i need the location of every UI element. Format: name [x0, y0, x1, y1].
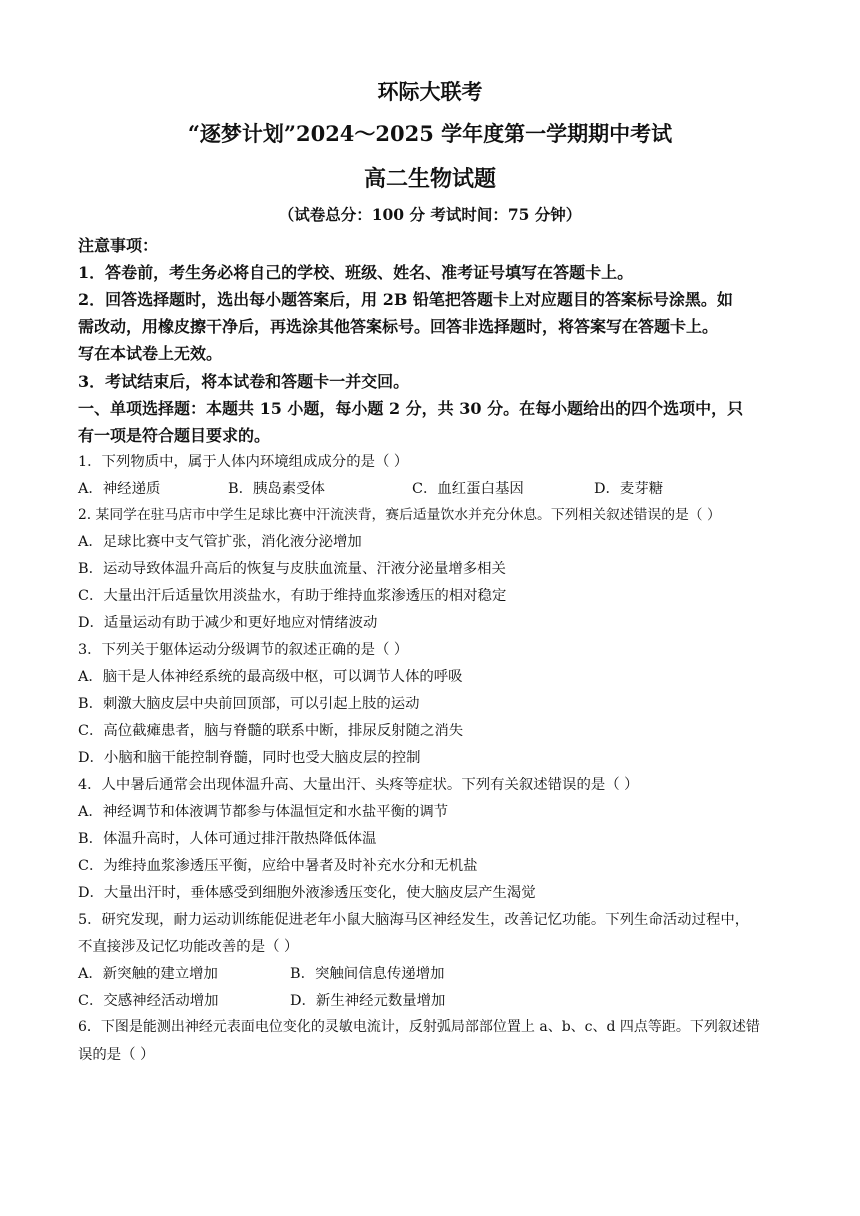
question-4-option-c: C．为维持血浆渗透压平衡，应给中暑者及时补充水分和无机盐	[78, 858, 478, 874]
question-2-option-d: D．适量运动有助于减少和更好地应对情绪波动	[78, 615, 378, 631]
question-5-option-d: D．新生神经元数量增加	[290, 993, 446, 1009]
question-3-option-b: B．刺激大脑皮层中央前回顶部，可以引起上肢的运动	[78, 696, 420, 712]
question-3-option-d: D．小脑和脑干能控制脊髓，同时也受大脑皮层的控制	[78, 750, 421, 766]
question-3-stem: 3．下列关于躯体运动分级调节的叙述正确的是（ ）	[78, 642, 409, 658]
notice-item-3: 3．考试结束后，将本试卷和答题卡一并交回。	[78, 372, 410, 391]
question-4-option-d: D．大量出汗时，垂体感受到细胞外液渗透压变化，使大脑皮层产生渴觉	[78, 885, 536, 901]
question-2-option-c: C．大量出汗后适量饮用淡盐水，有助于维持血浆渗透压的相对稳定	[78, 588, 507, 604]
notice-item-1: 1．答卷前，考生务必将自己的学校、班级、姓名、准考证号填写在答题卡上。	[78, 263, 634, 282]
question-1-option-b: B．胰岛素受体	[228, 481, 325, 497]
question-1-option-c: C．血红蛋白基因	[412, 481, 524, 497]
question-2-stem: 2. 某同学在驻马店市中学生足球比赛中汗流浃背，赛后适量饮水并充分休息。下列相关叙述错误的是（ ）	[78, 507, 721, 523]
question-6-stem-line-1: 6．下图是能测出神经元表面电位变化的灵敏电流计，反射弧局部部位置上 a、b、c、d 四点等距。下列叙述错	[78, 1019, 760, 1035]
subject-title: 高二生物试题	[363, 166, 496, 192]
section-1-heading-line-2: 有一项是符合题目要求的。	[78, 426, 271, 445]
question-5-stem-line-2: 不直接涉及记忆功能改善的是（ ）	[78, 939, 299, 955]
question-1-stem: 1．下列物质中，属于人体内环境组成成分的是（ ）	[78, 454, 409, 470]
question-6-stem-line-2: 误的是（ ）	[78, 1047, 155, 1063]
question-5-option-c: C．交感神经活动增加	[78, 993, 219, 1009]
question-5-option-b: B．突触间信息传递增加	[290, 966, 445, 982]
question-2-option-a: A．足球比赛中支气管扩张，消化液分泌增加	[78, 534, 362, 550]
question-4-option-b: B．体温升高时，人体可通过排汗散热降低体温	[78, 831, 377, 847]
question-5-stem-line-1: 5．研究发现，耐力运动训练能促进老年小鼠大脑海马区神经发生，改善记忆功能。下列生命活动过程中，	[78, 912, 750, 928]
question-3-option-c: C．高位截瘫患者，脑与脊髓的联系中断，排尿反射随之消失	[78, 723, 464, 739]
notice-heading: 注意事项：	[78, 236, 159, 255]
question-4-option-a: A．神经调节和体液调节都参与体温恒定和水盐平衡的调节	[78, 804, 449, 820]
notice-item-2-line-1: 2．回答选择题时，选出每小题答案后，用 2B 铅笔把答题卡上对应题目的答案标号涂黑。如	[78, 290, 733, 309]
question-2-option-b: B．运动导致体温升高后的恢复与皮肤血流量、汗液分泌量增多相关	[78, 561, 506, 577]
exam-info: （试卷总分：100 分 考试时间：75 分钟）	[278, 205, 582, 224]
question-5-option-a: A．新突触的建立增加	[78, 966, 218, 982]
question-4-stem: 4．人中暑后通常会出现体温升高、大量出汗、头疼等症状。下列有关叙述错误的是（ ）	[78, 777, 639, 793]
question-1-option-d: D．麦芽糖	[594, 481, 664, 497]
notice-item-2-line-2: 需改动，用橡皮擦干净后，再选涂其他答案标号。回答非选择题时，将答案写在答题卡上。	[78, 317, 719, 336]
question-1-option-a: A．神经递质	[78, 481, 161, 497]
section-1-heading-line-1: 一、单项选择题：本题共 15 小题，每小题 2 分，共 30 分。在每小题给出的四个选项中，只	[78, 399, 744, 418]
exam-union-title: 环际大联考	[377, 79, 483, 104]
question-3-option-a: A．脑干是人体神经系统的最高级中枢，可以调节人体的呼吸	[78, 669, 463, 685]
notice-item-2-line-3: 写在本试卷上无效。	[78, 344, 223, 363]
exam-name-title: “逐梦计划”2024～2025 学年度第一学期期中考试	[187, 121, 673, 146]
